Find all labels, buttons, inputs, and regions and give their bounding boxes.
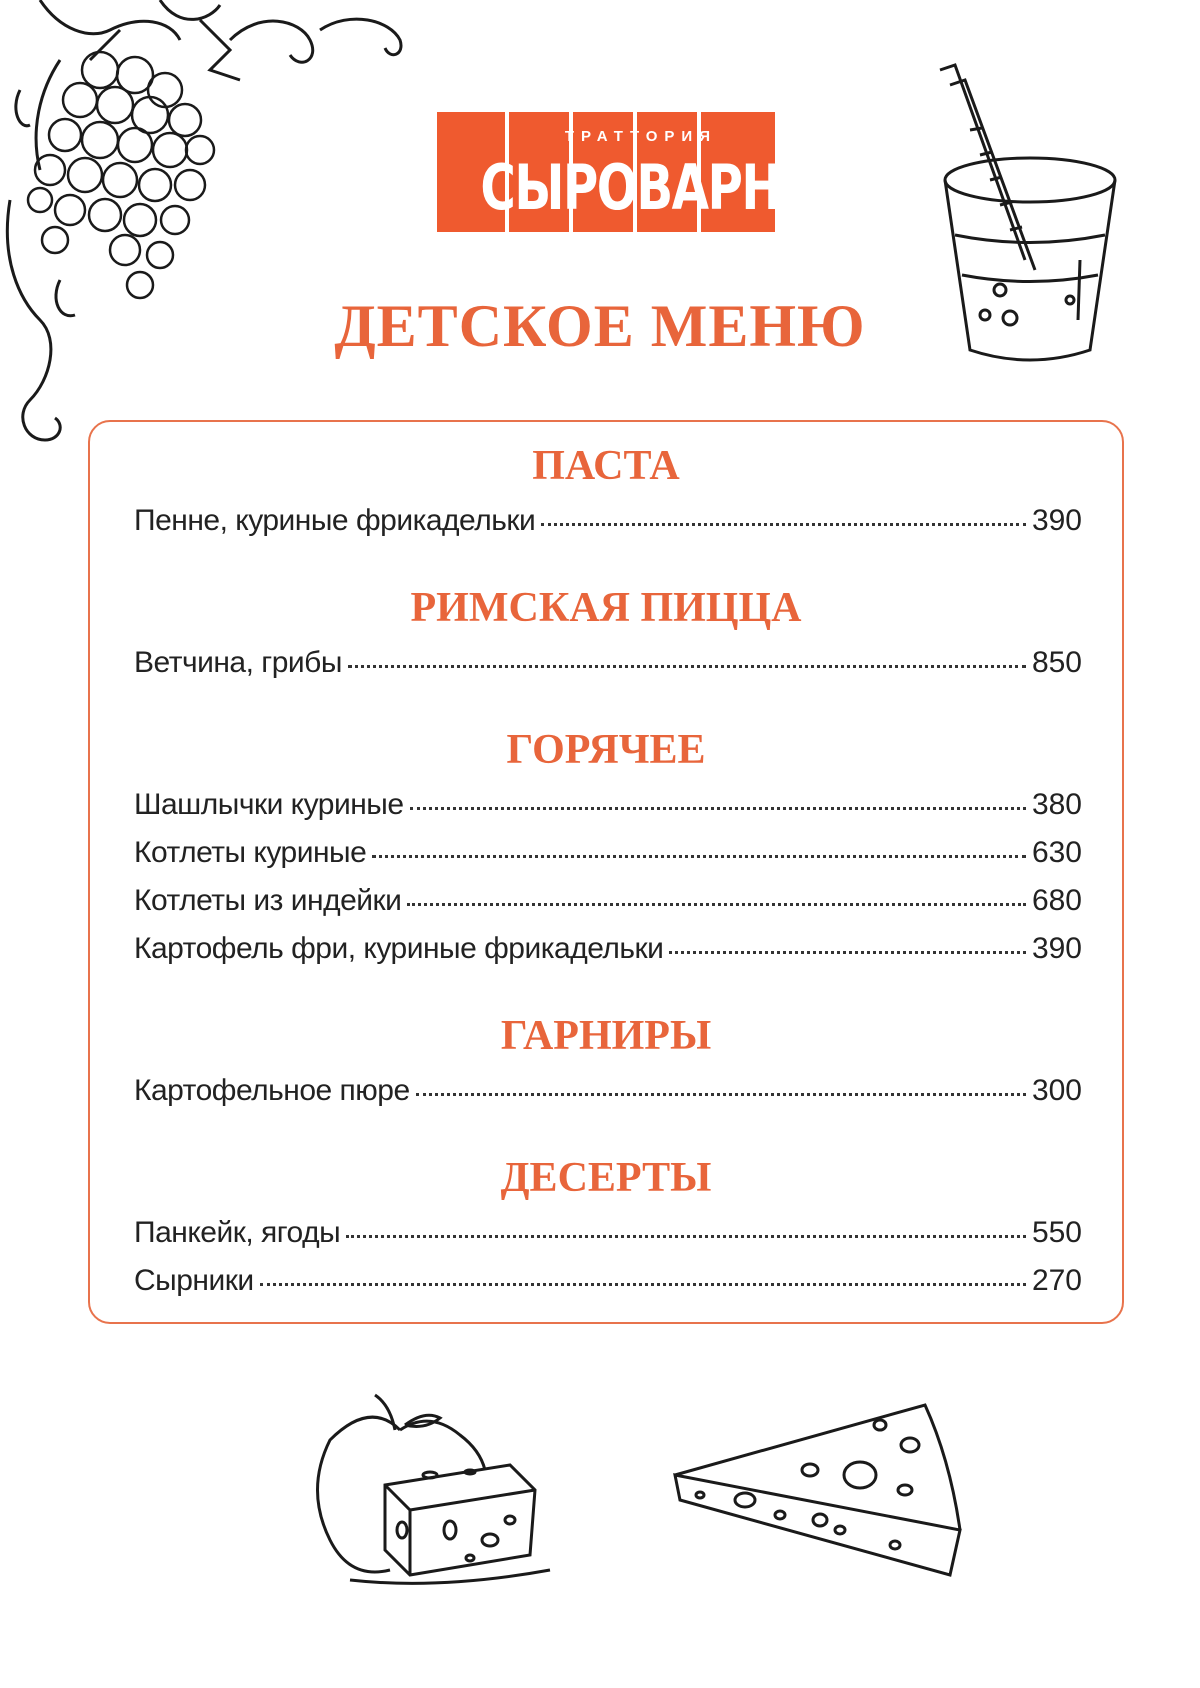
cheese-wedge-icon	[670, 1400, 990, 1620]
item-name: Шашлычки куриные	[134, 788, 404, 821]
menu-item	[134, 836, 1082, 876]
dot-leader	[260, 1283, 1026, 1286]
menu-item	[134, 1074, 1082, 1114]
item-price: 270	[1031, 1264, 1082, 1297]
menu-box	[88, 420, 1124, 1324]
dot-leader	[416, 1093, 1026, 1096]
menu-item	[134, 646, 1082, 686]
menu-item	[134, 1216, 1082, 1256]
dot-leader	[669, 951, 1026, 954]
dot-leader	[407, 903, 1026, 906]
dot-leader	[541, 523, 1026, 526]
menu-item	[134, 884, 1082, 924]
item-price: 390	[1031, 504, 1082, 537]
apple-cheese-icon	[310, 1390, 570, 1590]
section-title-pasta: ПАСТА	[532, 443, 680, 489]
item-name: Пенне, куриные фрикадельки	[134, 504, 536, 537]
item-price: 550	[1031, 1216, 1082, 1249]
logo-name: СЫРОВАРНЯ	[480, 151, 816, 224]
item-name: Панкейк, ягоды	[134, 1216, 341, 1249]
page-title: ДЕТСКОЕ МЕНЮ	[334, 293, 866, 359]
menu-item	[134, 932, 1082, 972]
restaurant-logo	[437, 112, 816, 232]
item-name: Котлеты куриные	[134, 836, 367, 869]
item-price: 300	[1031, 1074, 1082, 1107]
logo-tagline: ТРАТТОРИЯ	[564, 128, 717, 145]
dot-leader	[372, 855, 1026, 858]
dot-leader	[346, 1235, 1026, 1238]
section-title-desserts: ДЕСЕРТЫ	[500, 1155, 712, 1201]
item-price: 390	[1031, 932, 1082, 965]
item-name: Сырники	[134, 1264, 254, 1297]
item-name: Картофель фри, куриные фрикадельки	[134, 932, 664, 965]
menu-item	[134, 504, 1082, 544]
section-title-sides: ГАРНИРЫ	[500, 1013, 712, 1059]
item-name: Картофельное пюре	[134, 1074, 410, 1107]
item-price: 630	[1031, 836, 1082, 869]
item-price: 850	[1031, 646, 1082, 679]
section-title-pizza: РИМСКАЯ ПИЦЦА	[410, 585, 802, 631]
section-title-hot: ГОРЯЧЕЕ	[506, 727, 706, 773]
dot-leader	[348, 665, 1026, 668]
item-price: 680	[1031, 884, 1082, 917]
grapes-icon	[0, 0, 430, 480]
item-name: Ветчина, грибы	[134, 646, 342, 679]
menu-item	[134, 1264, 1082, 1304]
dot-leader	[410, 807, 1026, 810]
item-price: 380	[1031, 788, 1082, 821]
menu-item	[134, 788, 1082, 828]
item-name: Котлеты из индейки	[134, 884, 402, 917]
